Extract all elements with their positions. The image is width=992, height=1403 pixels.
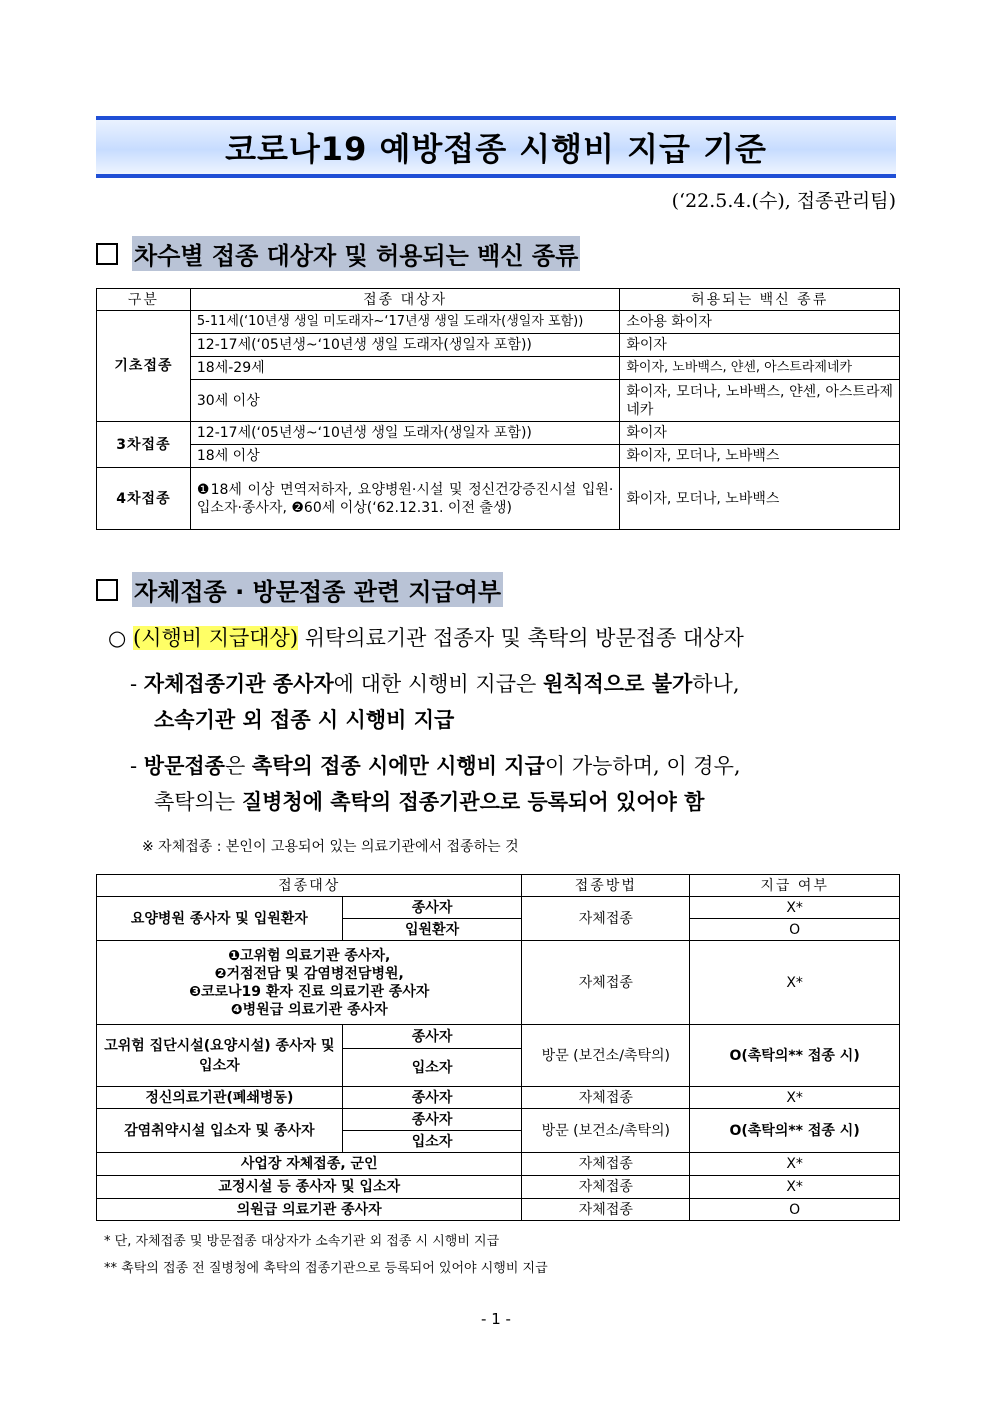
section1-heading: 차수별 접종 대상자 및 허용되는 백신 종류 xyxy=(132,236,580,271)
sub-target-cell: 종사자 xyxy=(342,1025,522,1049)
target-cell: 12-17세(‘05년생~‘10년생 생일 도래자(생일자 포함)) xyxy=(190,334,619,357)
table-row xyxy=(97,468,900,530)
target-cell: 교정시설 등 종사자 및 입소자 xyxy=(97,1176,522,1199)
table-row xyxy=(97,1087,900,1109)
payment-cell: O(촉탁의** 접종 시) xyxy=(690,1025,900,1087)
table-header-row xyxy=(97,289,900,311)
header-category: 구분 xyxy=(97,289,191,311)
dash1-line2: 소속기관 외 접종 시 시행비 지급 xyxy=(154,707,455,732)
page-number: - 1 - xyxy=(481,1310,511,1328)
target-cell: 12-17세(‘05년생~‘10년생 생일 도래자(생일자 포함)) xyxy=(190,422,619,445)
bullet-line xyxy=(108,620,744,656)
section2-heading-row xyxy=(96,572,503,607)
header-target: 접종대상 xyxy=(97,875,522,897)
bullet-label: (시행비 지급대상) xyxy=(133,626,299,650)
target-line: ❸코로나19 환자 진료 의료기관 종사자 xyxy=(189,983,430,1000)
table-row xyxy=(97,1109,900,1131)
circle-bullet-icon: ○ xyxy=(108,626,133,650)
table-row xyxy=(97,1199,900,1221)
target-line: ❹병원급 의료기관 종사자 xyxy=(230,1001,388,1018)
target-cell: 정신의료기관(폐쇄병동) xyxy=(97,1087,343,1109)
payment-cell: O(촉탁의** 접종 시) xyxy=(690,1109,900,1153)
document-title-banner xyxy=(96,116,896,178)
target-cell: ❶18세 이상 면역저하자, 요양병원·시설 및 정신건강증진시설 입원·입소자·종사자, ❷60세 이상(‘62.12.31. 이전 출생) xyxy=(190,468,619,530)
payment-table xyxy=(96,874,900,1221)
sub-target-cell: 입소자 xyxy=(342,1131,522,1153)
target-cell: 요양병원 종사자 및 입원환자 xyxy=(97,897,343,941)
table-row xyxy=(97,897,900,919)
target-cell: 18세 이상 xyxy=(190,445,619,468)
vaccine-cell: 화이자 xyxy=(620,334,900,357)
dash2-text-d: 이 가능하며, 이 경우, xyxy=(544,754,741,778)
sub-target-cell: 종사자 xyxy=(342,897,522,919)
table-row xyxy=(97,357,900,380)
note-self-vaccination: ※ 자체접종 : 본인이 고용되어 있는 의료기관에서 접종하는 것 xyxy=(142,839,519,855)
checkbox-square-icon xyxy=(96,243,118,265)
bullet-text: 위탁의료기관 접종자 및 촉탁의 방문접종 대상자 xyxy=(298,626,744,650)
vaccine-cell: 화이자 xyxy=(620,422,900,445)
target-cell: 사업장 자체접종, 군인 xyxy=(97,1153,522,1176)
table-row xyxy=(97,422,900,445)
sub-target-cell: 종사자 xyxy=(342,1087,522,1109)
dash2-bold-c: 촉탁의 접종 시에만 시행비 지급 xyxy=(251,753,545,778)
target-cell: 의원급 의료기관 종사자 xyxy=(97,1199,522,1221)
payment-cell: X* xyxy=(690,941,900,1025)
target-cell: 30세 이상 xyxy=(190,380,619,422)
sub-target-cell: 종사자 xyxy=(342,1109,522,1131)
payment-cell: X* xyxy=(690,897,900,919)
sub-target-cell: 입원환자 xyxy=(342,919,522,941)
payment-cell: X* xyxy=(690,1087,900,1109)
target-cell-multi xyxy=(97,941,522,1025)
method-cell: 방문 (보건소/촉탁의) xyxy=(522,1109,690,1153)
group-basic: 기초접종 xyxy=(97,311,191,422)
method-cell: 자체접종 xyxy=(522,1153,690,1176)
dash2-line2-b: 질병청에 촉탁의 접종기관으로 등록되어 있어야 함 xyxy=(241,789,705,814)
table-header-row xyxy=(97,875,900,897)
method-cell: 자체접종 xyxy=(522,897,690,941)
table-row xyxy=(97,1176,900,1199)
vaccine-eligibility-table xyxy=(96,288,900,530)
vaccine-cell: 화이자, 모더나, 노바백스 xyxy=(620,445,900,468)
header-vaccine: 허용되는 백신 종류 xyxy=(620,289,900,311)
header-payment: 지급 여부 xyxy=(690,875,900,897)
dash1-bold-a: 자체접종기관 종사자 xyxy=(143,671,334,696)
payment-cell: O xyxy=(690,1199,900,1221)
method-cell: 방문 (보건소/촉탁의) xyxy=(522,1025,690,1087)
checkbox-square-icon xyxy=(96,579,118,601)
payment-cell: O xyxy=(690,919,900,941)
target-line: ❷거점전담 및 감염병전담병원, xyxy=(214,965,404,982)
target-line: ❶고위험 의료기관 종사자, xyxy=(228,947,391,964)
vaccine-cell: 화이자, 노바백스, 얀센, 아스트라제네카 xyxy=(620,357,900,380)
dash1-text-b: 에 대한 시행비 지급은 xyxy=(333,672,543,696)
document-title: 코로나19 예방접종 시행비 지급 기준 xyxy=(225,130,767,168)
table-row xyxy=(97,1153,900,1176)
payment-cell: X* xyxy=(690,1153,900,1176)
payment-cell: X* xyxy=(690,1176,900,1199)
method-cell: 자체접종 xyxy=(522,1199,690,1221)
dash-item-2: - 방문접종은 촉탁의 접종 시에만 시행비 지급이 가능하며, 이 경우, 촉탁의는 질병청에 촉탁의 접종기관으로 등록되어 있어야 함 xyxy=(130,753,741,814)
table-row xyxy=(97,380,900,422)
sub-target-cell: 입소자 xyxy=(342,1049,522,1087)
dash2-text-b: 은 xyxy=(224,754,252,778)
target-cell: 감염취약시설 입소자 및 종사자 xyxy=(97,1109,343,1153)
method-cell: 자체접종 xyxy=(522,1087,690,1109)
method-cell: 자체접종 xyxy=(522,1176,690,1199)
table-row xyxy=(97,1025,900,1049)
table-row xyxy=(97,445,900,468)
dash-item-1: - 자체접종기관 종사자에 대한 시행비 지급은 원칙적으로 불가하나, 소속기관 외 접종 시 시행비 지급 xyxy=(130,671,740,732)
method-cell: 자체접종 xyxy=(522,941,690,1025)
dash1-bold-c: 원칙적으로 불가 xyxy=(542,671,693,696)
dash1-text-d: 하나, xyxy=(692,672,740,696)
vaccine-cell: 화이자, 모더나, 노바백스 xyxy=(620,468,900,530)
vaccine-cell: 소아용 화이자 xyxy=(620,311,900,334)
document-date: (‘22.5.4.(수), 접종관리팀) xyxy=(671,190,896,212)
table-row xyxy=(97,334,900,357)
target-cell: 5-11세(‘10년생 생일 미도래자~‘17년생 생일 도래자(생일자 포함)) xyxy=(190,311,619,334)
dash2-bold-a: 방문접종 xyxy=(143,753,225,778)
footnote-2: ** 촉탁의 접종 전 질병청에 촉탁의 접종기관으로 등록되어 있어야 시행비 지급 xyxy=(104,1261,548,1276)
group-third: 3차접종 xyxy=(97,422,191,468)
header-method: 접종방법 xyxy=(522,875,690,897)
table-row xyxy=(97,311,900,334)
section1-heading-row xyxy=(96,236,580,271)
footnote-1: * 단, 자체접종 및 방문접종 대상자가 소속기관 외 접종 시 시행비 지급 xyxy=(104,1234,500,1249)
header-target: 접종 대상자 xyxy=(190,289,619,311)
target-cell: 18세-29세 xyxy=(190,357,619,380)
section2-heading: 자체접종 · 방문접종 관련 지급여부 xyxy=(132,572,503,607)
vaccine-cell: 화이자, 모더나, 노바백스, 얀센, 아스트라제네카 xyxy=(620,380,900,422)
group-fourth: 4차접종 xyxy=(97,468,191,530)
table-row xyxy=(97,941,900,1025)
target-cell: 고위험 집단시설(요양시설) 종사자 및 입소자 xyxy=(97,1025,343,1087)
dash2-line2-a: 촉탁의는 xyxy=(154,790,242,814)
